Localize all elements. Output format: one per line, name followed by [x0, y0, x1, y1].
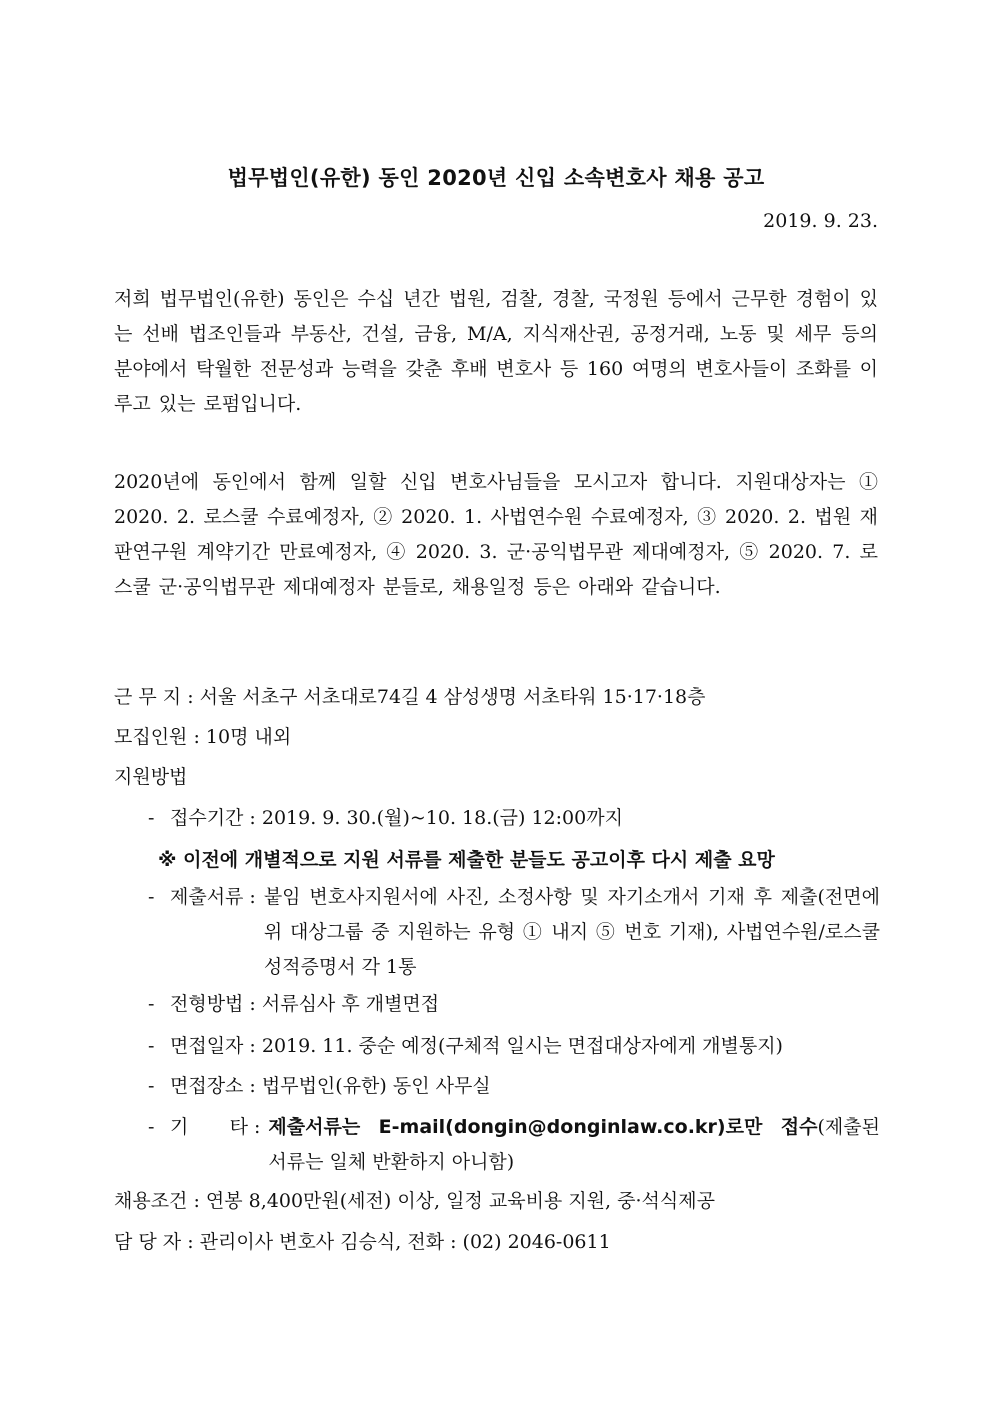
period-row [148, 801, 880, 836]
interview-place-dash: - [148, 1075, 155, 1097]
period-value: : 2019. 9. 30.(월)~10. 18.(금) 12:00까지 [249, 807, 623, 829]
conditions-line [114, 1184, 715, 1219]
recruit-paragraph: 2020년에 동인에서 함께 일할 신입 변호사님들을 모시고자 합니다. 지원대상자는 ① 2020. 2. 로스쿨 수료예정자, ② 2020. 1. 사법연수원 수료예정자, ③ 2020. 2. 법원 재판연구원 계약기간 만료예정자, ④ 2020. 3. 군·공익법무관 제대예정자, ⑤ 2020. 7. 로스쿨 군·공익법무관 제대예정자 분들로, 채용일정 등은 아래와 같습니다. [114, 471, 878, 598]
interview-date-value: : 2019. 11. 중순 예정(구체적 일시는 면접대상자에게 개별통지) [249, 1035, 783, 1057]
etc-label [170, 1110, 248, 1180]
location-line [114, 680, 705, 715]
documents-dash: - [148, 886, 155, 908]
interview-place-label: 면접장소 [170, 1075, 244, 1097]
contact-value: : 관리이사 변호사 김승식, 전화 : (02) 2046-0611 [187, 1231, 611, 1253]
etc-dash: - [148, 1116, 155, 1138]
interview-date-label: 면접일자 [170, 1035, 244, 1057]
etc-value-wrap [268, 1110, 880, 1180]
interview-date-row [148, 1029, 880, 1064]
headcount-value: : 10명 내외 [193, 726, 292, 748]
selection-row [148, 987, 880, 1022]
headcount-label: 모집인원 [114, 726, 188, 748]
method-heading: 지원방법 [114, 766, 188, 788]
document-date: 2019. 9. 23. [763, 210, 878, 232]
period-label: 접수기간 [170, 807, 244, 829]
contact-line [114, 1225, 611, 1260]
resubmit-notice: ※ 이전에 개별적으로 지원 서류를 제출한 분들도 공고이후 다시 제출 요망 [158, 849, 775, 871]
headcount-line [114, 720, 291, 755]
documents-colon: : [249, 886, 256, 908]
selection-dash: - [148, 993, 155, 1015]
location-value: : 서울 서초구 서초대로74길 4 삼성생명 서초타워 15·17·18층 [187, 686, 706, 708]
etc-bold-value: 제출서류는 E-mail(dongin@donginlaw.co.kr)로만 접수 [268, 1116, 818, 1138]
conditions-label: 채용조건 [114, 1190, 188, 1212]
period-dash: - [148, 807, 155, 829]
page-title: 법무법인(유한) 동인 2020년 신입 소속변호사 채용 공고 [227, 166, 765, 190]
etc-row [148, 1110, 880, 1180]
contact-label: 담 당 자 [114, 1231, 182, 1253]
documents-label: 제출서류 [170, 886, 244, 908]
location-label: 근 무 지 [114, 686, 182, 708]
interview-place-value: : 법무법인(유한) 동인 사무실 [249, 1075, 491, 1097]
etc-colon: : [254, 1116, 261, 1138]
documents-row [148, 880, 880, 985]
conditions-value: : 연봉 8,400만원(세전) 이상, 일정 교육비용 지원, 중·석식제공 [193, 1190, 715, 1212]
etc-label-b: 타 [229, 1116, 248, 1138]
documents-value: 붙임 변호사지원서에 사진, 소정사항 및 자기소개서 기재 후 제출(전면에 위 대상그룹 중 지원하는 유형 ① 내지 ⑤ 번호 기재), 사법연수원/로스쿨 성적증명서 각 1통 [263, 886, 880, 978]
selection-label: 전형방법 [170, 993, 244, 1015]
selection-value: : 서류심사 후 개별면접 [249, 993, 440, 1015]
intro-paragraph: 저희 법무법인(유한) 동인은 수십 년간 법원, 검찰, 경찰, 국정원 등에서 근무한 경험이 있는 선배 법조인들과 부동산, 건설, 금융, M/A, 지식재산권, 공정거래, 노동 및 세무 등의 분야에서 탁월한 전문성과 능력을 갖춘 후배 변호사 등 160 여명의 변호사들이 조화를 이루고 있는 로펌입니다. [114, 288, 878, 415]
interview-place-row [148, 1069, 880, 1104]
etc-label-a: 기 [170, 1116, 189, 1138]
etc-value: (제출된 서류는 일체 반환하지 아니함) [268, 1116, 880, 1173]
interview-date-dash: - [148, 1035, 155, 1057]
